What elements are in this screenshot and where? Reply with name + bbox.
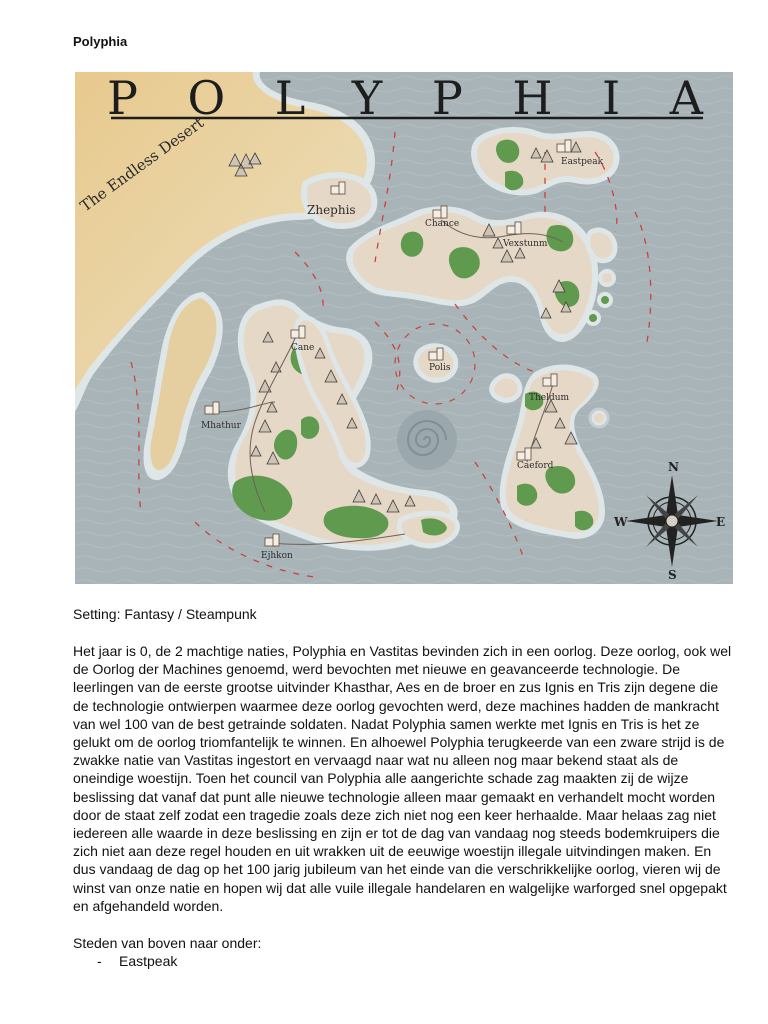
setting-line: Setting: Fantasy / Steampunk xyxy=(73,606,257,622)
list-bullet: - xyxy=(97,953,102,969)
city-label-ejhkon: Ejhkon xyxy=(261,551,293,561)
desert-label: The Endless Desert xyxy=(76,113,208,216)
city-label-eastpeak: Eastpeak xyxy=(561,157,604,167)
compass-south: S xyxy=(668,568,677,582)
story-paragraph: Het jaar is 0, de 2 machtige naties, Polyphia en Vastitas bevinden zich in een oorlog. Deze oorlog, ook wel de Oorlog der Machines genoemd, werd bevochten met nieuwe en geavanceerde technologie. De leerlingen van de eerste grootse uitvinder Khasthar, Aes en de broer en zus Ignis en Tris zijn degene die de technologie ontwierpen waarmee deze oorlog gevochten werd, deze machines hadden de mankracht van wel 100 van de best getrainde soldaten. Nadat Polyphia samen werkte met Ignis en Tris is het ze gelukt om de oorlog triomfantelijk te winnen. En alhoewel Polyphia terugkeerde van een zware strijd is de zwakke natie van Vastitas ingestort en vervaagd naar wat nu alleen nog maar bekend staat als de oneindige woestijn. Toen het council van Polyphia alle aangerichte schade zag maakten zij de wijze beslissing dat vanaf dat punt alle nieuwe technologie alleen maar gemaakt en verhandelt mocht worden door de staat zelf zodat een tragedie zoals deze zich niet nog een keer herhaalde. Maar helaas zag niet iedereen alle waarde in deze beslissing en zijn er tot de dag van vandaag nog steeds bodemkruipers die zich niet aan deze regel houden en uit wrakken uit de eeuwige woestijn illegale uitvindingen maken. En dus vandaag de dag op het 100 jarig jubileum van het einde van die verschrikkelijke oorlog, vieren wij de winst van onze natie en hopen wij dat alle vuile illegale handelaren en walgelijke warforged snel opgepakt en afgehandeld worden. xyxy=(73,643,732,914)
city-label-zhephis: Zhephis xyxy=(307,203,356,217)
city-label-chance: Chance xyxy=(425,219,460,229)
compass-west: W xyxy=(614,515,628,529)
city-label-theldum: Theldum xyxy=(529,393,570,403)
city-label-caeford: Caeford xyxy=(517,461,554,471)
map-svg xyxy=(75,72,733,584)
cities-heading: Steden van boven naar onder: xyxy=(73,935,262,951)
polyphia-map xyxy=(75,72,733,584)
compass-east: E xyxy=(716,515,726,529)
city-label-mhathur: Mhathur xyxy=(201,421,241,431)
city-label-vexstunm: Vexstunm xyxy=(503,239,548,249)
ejhkon-island xyxy=(399,513,457,546)
city-label-polis: Polis xyxy=(429,363,451,373)
city-label-cane: Cane xyxy=(291,343,315,353)
map-title: POLYPHIA xyxy=(107,72,703,125)
whirlpool xyxy=(397,410,457,470)
document-title: Polyphia xyxy=(73,34,128,49)
city-name: Eastpeak xyxy=(119,953,178,969)
compass-north: N xyxy=(668,460,679,474)
